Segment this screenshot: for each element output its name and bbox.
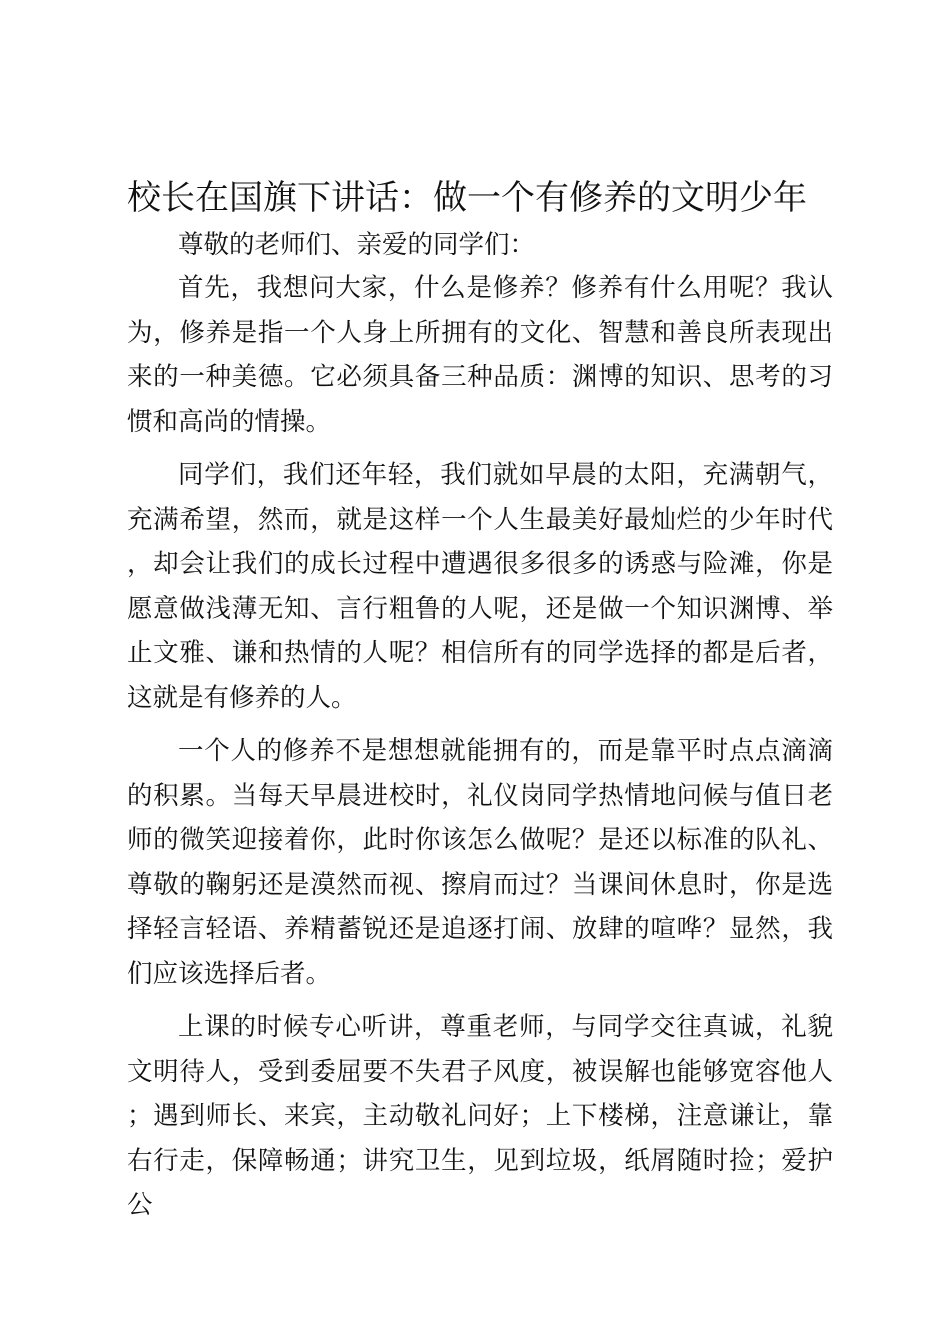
document-body bbox=[127, 172, 833, 1228]
salutation: 尊敬的老师们、亲爱的同学们： bbox=[178, 230, 536, 260]
paragraph: 同学们，我们还年轻，我们就如早晨的太阳，充满朝气，充满希望，然而，就是这样一个人生最美好最灿烂的少年时代，却会让我们的成长过程中遭遇很多很多的诱惑与险滩，你是愿意做浅薄无知、言行粗鲁的人呢，还是做一个知识渊博、举止文雅、谦和热情的人呢？相信所有的同学选择的都是后者，这就是有修养的人。 bbox=[127, 460, 833, 713]
paragraph: 上课的时候专心听讲，尊重老师，与同学交往真诚，礼貌文明待人，受到委屈要不失君子风度，被误解也能够宽容他人；遇到师长、来宾，主动敬礼问好；上下楼梯，注意谦让，靠右行走，保障畅通；讲究卫生，见到垃圾，纸屑随时捡；爱护公 bbox=[127, 1012, 833, 1220]
paragraph: 一个人的修养不是想想就能拥有的，而是靠平时点点滴滴的积累。当每天早晨进校时，礼仪岗同学热情地问候与值日老师的微笑迎接着你，此时你该怎么做呢？是还以标准的队礼、尊敬的鞠躬还是漠然而视、擦肩而过？当课间休息时，你是选择轻言轻语、养精蓄锐还是追逐打闹、放肆的喧哗？显然，我们应该选择后者。 bbox=[127, 736, 833, 989]
document-title: 校长在国旗下讲话：做一个有修养的文明少年 bbox=[127, 178, 807, 218]
paragraph: 首先，我想问大家，什么是修养？修养有什么用呢？我认为，修养是指一个人身上所拥有的文化、智慧和善良所表现出来的一种美德。它必须具备三种品质：渊博的知识、思考的习惯和高尚的情操。 bbox=[127, 273, 833, 437]
